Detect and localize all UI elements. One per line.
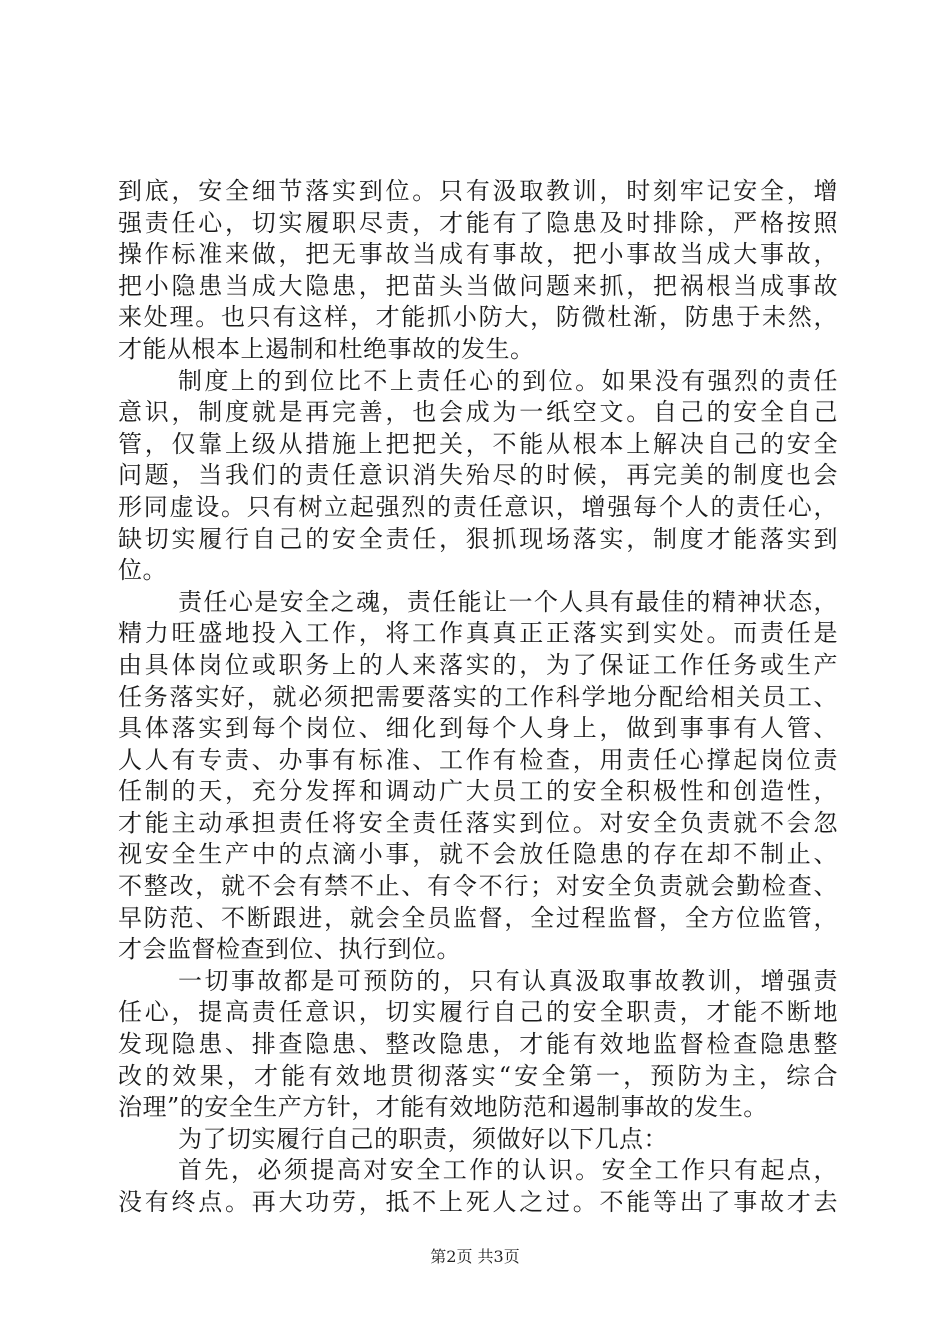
text-line: 缺切实履行自己的安全责任，狠抓现场落实，制度才能落实到: [118, 524, 838, 553]
text-line: 一切事故都是可预防的，只有认真汲取事故教训，增强责: [178, 966, 838, 995]
text-line: 没有终点。再大功劳，抵不上死人之过。不能等出了事故才去: [118, 1188, 838, 1216]
text-line: 才能从根本上遏制和杜绝事故的发生。: [118, 334, 535, 363]
document-body: [118, 176, 838, 1219]
text-line: 治理”的安全生产方针，才能有效地防范和遏制事故的发生。: [118, 1093, 768, 1122]
text-line: 改的效果，才能有效地贯彻落实“安全第一，预防为主，综合: [118, 1061, 838, 1090]
text-line: 视安全生产中的点滴小事，就不会放任隐患的存在却不制止、: [118, 840, 838, 869]
text-line: 任制的天，充分发挥和调动广大员工的安全积极性和创造性，: [118, 777, 838, 806]
text-line: 不整改，就不会有禁不止、有令不行；对安全负责就会勤检查、: [118, 872, 838, 901]
text-line: 管，仅靠上级从措施上把把关，不能从根本上解决自己的安全: [118, 429, 838, 458]
text-line: 人人有专责、办事有标准、工作有检查，用责任心撑起岗位责: [118, 745, 838, 774]
text-line: 形同虚设。只有树立起强烈的责任意识，增强每个人的责任心，: [118, 492, 838, 521]
text-line: 早防范、不断跟进，就会全员监督，全过程监督，全方位监管，: [118, 903, 838, 932]
text-line: 责任心是安全之魂，责任能让一个人具有最佳的精神状态，: [178, 587, 838, 616]
page-footer: 第2页 共3页: [430, 1247, 520, 1266]
text-line: 操作标准来做，把无事故当成有事故，把小事故当成大事故，: [118, 240, 838, 269]
text-line: 把小隐患当成大隐患，把苗头当做问题来抓，把祸根当成事故: [118, 271, 838, 300]
text-line: 强责任心，切实履职尽责，才能有了隐患及时排除，严格按照: [118, 208, 838, 237]
text-line: 才会监督检查到位、执行到位。: [118, 935, 461, 964]
text-line: 任心，提高责任意识，切实履行自己的安全职责，才能不断地: [118, 998, 838, 1027]
text-line: 精力旺盛地投入工作，将工作真真正正落实到实处。而责任是: [118, 619, 838, 648]
text-line: 任务落实好，就必须把需要落实的工作科学地分配给相关员工、: [118, 682, 838, 711]
text-line: 才能主动承担责任将安全责任落实到位。对安全负责就不会忽: [118, 808, 838, 837]
text-line: 发现隐患、排查隐患、整改隐患，才能有效地监督检查隐患整: [118, 1030, 838, 1059]
text-line: 问题，当我们的责任意识消失殆尽的时候，再完美的制度也会: [118, 461, 838, 490]
text-line: 首先，必须提高对安全工作的认识。安全工作只有起点，: [178, 1156, 838, 1185]
text-line: 具体落实到每个岗位、细化到每个人身上，做到事事有人管、: [118, 714, 838, 743]
text-line: 到底，安全细节落实到位。只有汲取教训，时刻牢记安全，增: [118, 177, 838, 205]
text-line: 为了切实履行自己的职责，须做好以下几点：: [178, 1124, 668, 1153]
text-line: 由具体岗位或职务上的人来落实的，为了保证工作任务或生产: [118, 650, 838, 679]
text-line: 来处理。也只有这样，才能抓小防大，防微杜渐，防患于未然，: [118, 303, 838, 332]
text-line: 制度上的到位比不上责任心的到位。如果没有强烈的责任: [178, 366, 838, 395]
text-line: 意识，制度就是再完善，也会成为一纸空文。自己的安全自己: [118, 398, 838, 427]
text-line: 位。: [118, 556, 167, 585]
